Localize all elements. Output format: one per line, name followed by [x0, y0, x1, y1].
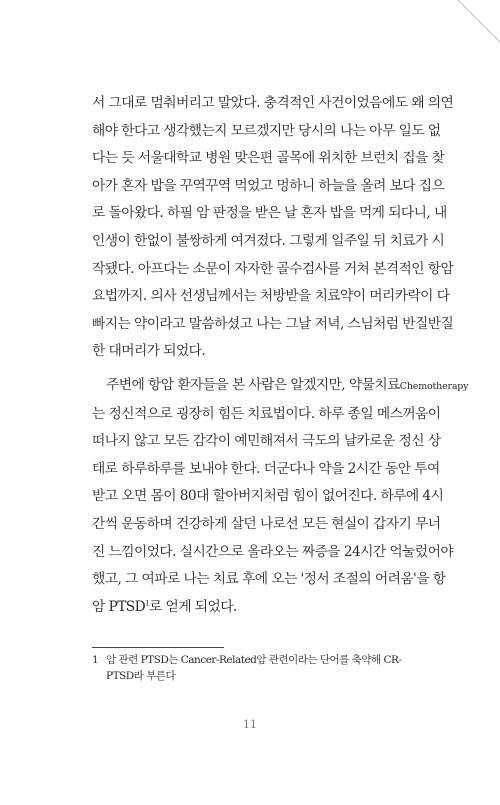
- paragraph-1-line: 다는 듯 서울대학교 병원 맞은편 골목에 위치한 브런치 집을 찾: [92, 150, 445, 167]
- paragraph-2-line: 간씩 운동하며 건강하게 살던 나로선 모든 현실이 갑자기 무너: [92, 515, 441, 532]
- body-paragraph-1: [92, 90, 454, 366]
- paragraph-1-line: 요법까지. 의사 선생님께서는 처방받을 치료약이 머리카락이 다: [92, 288, 450, 305]
- paragraph-1-line: 서 그대로 멈춰버리고 말았다. 충격적인 사건이었음에도 왜 의연: [92, 95, 454, 111]
- paragraph-1-line: 아가 혼자 밥을 꾸역꾸역 먹었고 멍하니 하늘을 올려 보다 집으: [92, 177, 445, 194]
- paragraph-2-line: 진 느낌이었다. 실시간으로 올라오는 짜증을 24시간 억눌렀어야: [92, 543, 454, 560]
- paragraph-1-line: 작됐다. 아프다는 소문이 자자한 골수검사를 거쳐 본격적인 항암: [92, 260, 454, 277]
- paragraph-1-line: 한 대머리가 되었다.: [92, 343, 206, 360]
- paragraph-1-line: 인생이 한없이 불쌍하게 여겨졌다. 그렇게 일주일 뒤 치료가 시: [92, 232, 445, 249]
- body-paragraph-2: [92, 372, 469, 621]
- footnote: [92, 652, 428, 684]
- paragraph-2-line: 했고, 그 여파로 나는 치료 후에 오는 '정서 조절의 어려움'을 항: [92, 571, 446, 588]
- paragraph-2-first-line: [92, 372, 469, 401]
- last-line-after: 로 얻게 되었다.: [148, 598, 237, 615]
- footnote-number: 1: [92, 654, 99, 666]
- paragraph-2-line: 받고 오면 몸이 80대 할아버지처럼 힘이 없어진다. 하루에 4시: [92, 488, 444, 505]
- page-number: 11: [243, 718, 257, 731]
- paragraph-2-line: 는 정신적으로 굉장히 힘든 치료법이다. 하루 종일 메스꺼움이: [92, 405, 441, 422]
- paragraph-2-last-line: [92, 594, 428, 622]
- paragraph-1-line: 해야 한다고 생각했는지 모르겠지만 당시의 나는 아무 일도 없: [92, 122, 441, 139]
- page-corner-fold: [448, 0, 500, 52]
- footnote-divider: [92, 647, 224, 648]
- chemotherapy-gloss: Chemotherapy: [399, 381, 469, 392]
- footnote-marker[interactable]: 1: [145, 599, 149, 608]
- paragraph-2-line: 태로 하루하루를 보내야 한다. 더군다나 약을 2시간 동안 투여: [92, 460, 440, 477]
- last-line-before: 암 PTSD: [92, 598, 146, 615]
- paragraph-2-first-line-text: 주변에 항암 환자들을 본 사람은 알겠지만, 약물치료: [106, 377, 400, 393]
- footnote-text: 암 관련 PTSD는 Cancer-Related암 관련이라는 단어를 축약해 CR-PTSD라 부른다: [106, 654, 402, 682]
- paragraph-1-line: 빠지는 약이라고 말씀하셨고 나는 그날 저녁, 스님처럼 반질반질: [92, 315, 454, 332]
- paragraph-1-line: 로 돌아왔다. 하필 암 판정을 받은 날 혼자 밥을 먹게 되다니, 내: [92, 205, 447, 222]
- paragraph-2-line: 떠나지 않고 모든 감각이 예민해져서 극도의 날카로운 정신 상: [92, 433, 441, 450]
